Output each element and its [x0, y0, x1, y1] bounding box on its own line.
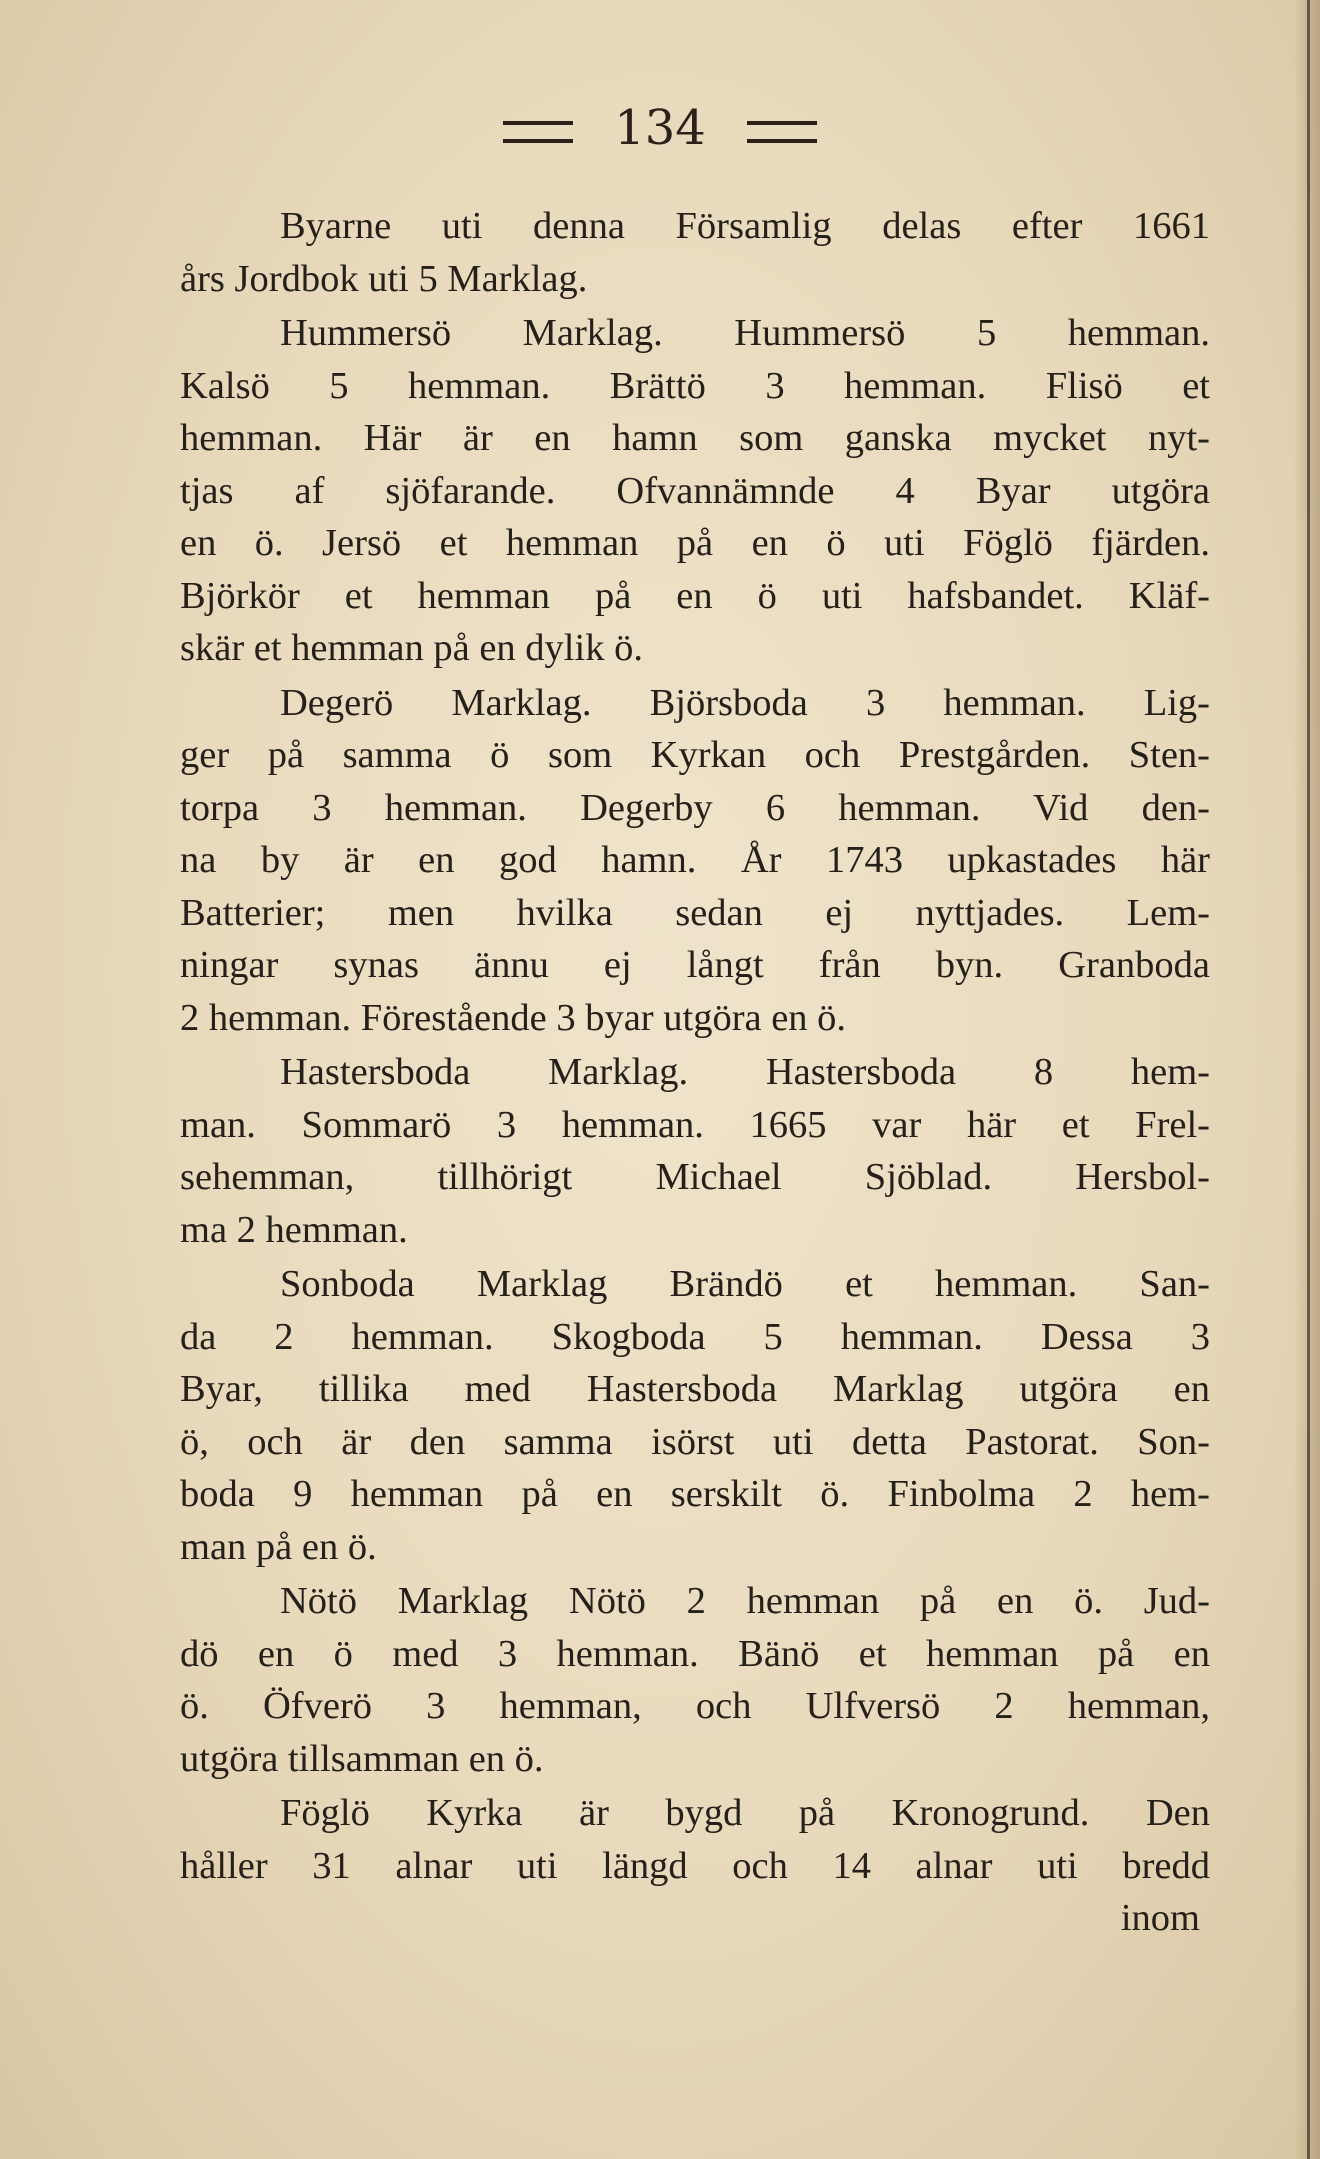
text-line: torpa 3 hemman. Degerby 6 hemman. Vid den-: [180, 786, 1210, 829]
text-line: da 2 hemman. Skogboda 5 hemman. Dessa 3: [180, 1315, 1210, 1358]
text-line: en ö. Jersö et hemman på en ö uti Föglö fjärden.: [180, 522, 1210, 564]
text-line: Degerö Marklag. Björsboda 3 hemman. Lig-: [280, 681, 1210, 724]
text-line: man på en ö.: [180, 1525, 377, 1568]
text-line: Hummersö Marklag. Hummersö 5 hemman.: [280, 312, 1210, 354]
text-line: man. Sommarö 3 hemman. 1665 var här et Frel-: [180, 1103, 1210, 1146]
text-line: sehemman, tillhörigt Michael Sjöblad. Hersbol-: [180, 1156, 1210, 1198]
text-line: hemman. Här är en hamn som ganska mycket nyt-: [180, 417, 1210, 459]
text-line: Sonboda Marklag Brändö et hemman. San-: [280, 1263, 1210, 1305]
text-line: ma 2 hemman.: [180, 1208, 408, 1251]
header-rule-right: [747, 121, 817, 143]
page-body: [180, 200, 1210, 1945]
text-line: Batterier; men hvilka sedan ej nyttjades. Lem-: [180, 891, 1210, 934]
text-line: Byarne uti denna Församlig delas efter 1661: [280, 205, 1210, 247]
paragraph-degero: [180, 677, 1210, 1045]
page-number: 134: [614, 100, 706, 156]
text-line: håller 31 alnar uti längd och 14 alnar uti bredd: [180, 1844, 1210, 1887]
paragraph-foglo: [180, 1787, 1210, 1945]
paragraph-hummerso: [180, 307, 1210, 675]
text-line: utgöra tillsamman en ö.: [180, 1737, 544, 1780]
text-line: dö en ö med 3 hemman. Bänö et hemman på en: [180, 1632, 1210, 1675]
text-line: Nötö Marklag Nötö 2 hemman på en ö. Jud-: [280, 1580, 1210, 1622]
paragraph-intro: [180, 200, 1210, 305]
catchword: inom: [1120, 1897, 1200, 1939]
page-header: [0, 98, 1320, 158]
text-line: na by är en god hamn. År 1743 upkastades här: [180, 839, 1210, 881]
text-line: 2 hemman. Förestående 3 byar utgöra en ö.: [180, 996, 847, 1039]
text-line: ningar synas ännu ej långt från byn. Granboda: [180, 944, 1210, 986]
text-line: boda 9 hemman på en serskilt ö. Finbolma 2 hem-: [180, 1473, 1210, 1515]
text-line: Föglö Kyrka är bygd på Kronogrund. Den: [280, 1792, 1210, 1834]
text-line: ö, och är den samma isörst uti detta Pastorat. Son-: [180, 1420, 1210, 1463]
paragraph-noto: [180, 1575, 1210, 1785]
text-line: ö. Öfverö 3 hemman, och Ulfversö 2 hemman,: [180, 1685, 1210, 1727]
paragraph-hastersboda: [180, 1046, 1210, 1256]
text-line: Björkör et hemman på en ö uti hafsbandet. Kläf-: [180, 574, 1210, 617]
text-line: ger på samma ö som Kyrkan och Prestgården. Sten-: [180, 734, 1210, 776]
text-line: tjas af sjöfarande. Ofvannämnde 4 Byar utgöra: [180, 469, 1210, 512]
text-line: Kalsö 5 hemman. Brättö 3 hemman. Flisö et: [180, 364, 1210, 407]
header-rule-left: [503, 121, 573, 143]
paragraph-sonboda: [180, 1258, 1210, 1573]
text-line: Byar, tillika med Hastersboda Marklag utgöra en: [180, 1368, 1210, 1410]
text-line: skär et hemman på en dylik ö.: [180, 627, 643, 669]
text-line: Hastersboda Marklag. Hastersboda 8 hem-: [280, 1051, 1210, 1093]
text-line: års Jordbok uti 5 Marklag.: [180, 257, 588, 300]
page-edge-line: [1307, 0, 1310, 2159]
